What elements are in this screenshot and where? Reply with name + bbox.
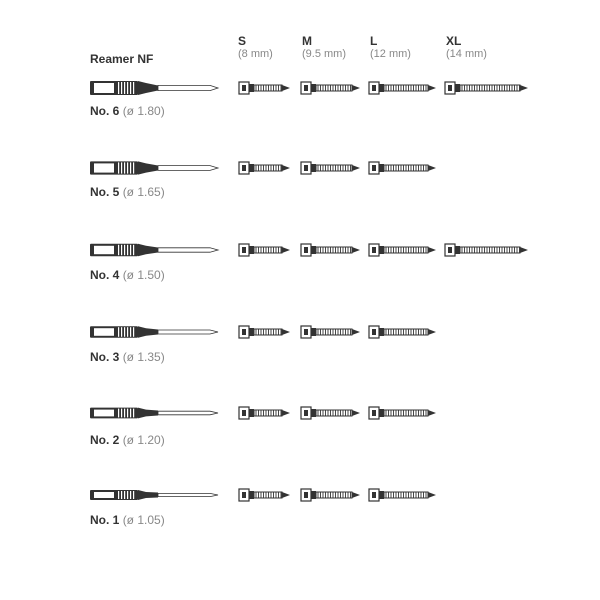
size-header-l bbox=[370, 34, 411, 60]
reamer-drawing bbox=[88, 78, 228, 98]
reamer-label-3 bbox=[90, 350, 165, 364]
drill-s-drawing bbox=[238, 160, 296, 176]
drill-xl-drawing bbox=[444, 80, 534, 96]
reamer-label-4 bbox=[90, 268, 165, 282]
drill-l-drawing bbox=[368, 242, 442, 258]
drill-s-drawing bbox=[238, 242, 296, 258]
reamer-diameter: (ø 1.05) bbox=[122, 513, 165, 527]
reamer-number: No. 6 bbox=[90, 104, 120, 118]
reamer-label-6 bbox=[90, 104, 165, 118]
reamer-diameter: (ø 1.65) bbox=[122, 185, 165, 199]
size-length: (9.5 mm) bbox=[302, 48, 346, 60]
size-label: L bbox=[370, 34, 378, 48]
size-length: (14 mm) bbox=[446, 48, 487, 60]
reamer-number: No. 3 bbox=[90, 350, 120, 364]
drill-m-drawing bbox=[300, 487, 366, 503]
reamer-diameter: (ø 1.50) bbox=[122, 268, 165, 282]
drill-l-drawing bbox=[368, 160, 442, 176]
drill-s-drawing bbox=[238, 487, 296, 503]
drill-s-drawing bbox=[238, 324, 296, 340]
page-title: Reamer NF bbox=[90, 52, 154, 66]
drill-s-drawing bbox=[238, 405, 296, 421]
drill-m-drawing bbox=[300, 242, 366, 258]
drill-m-drawing bbox=[300, 80, 366, 96]
size-length: (8 mm) bbox=[238, 48, 273, 60]
drill-m-drawing bbox=[300, 160, 366, 176]
size-label: XL bbox=[446, 34, 462, 48]
reamer-label-2 bbox=[90, 433, 165, 447]
reamer-diameter: (ø 1.35) bbox=[122, 350, 165, 364]
drill-m-drawing bbox=[300, 405, 366, 421]
drill-l-drawing bbox=[368, 80, 442, 96]
reamer-number: No. 2 bbox=[90, 433, 120, 447]
size-label: M bbox=[302, 34, 312, 48]
reamer-drawing bbox=[88, 322, 228, 342]
reamer-drawing bbox=[88, 403, 228, 423]
reamer-number: No. 4 bbox=[90, 268, 120, 282]
reamer-label-5 bbox=[90, 185, 165, 199]
reamer-label-1 bbox=[90, 513, 165, 527]
reamer-drawing bbox=[88, 158, 228, 178]
size-header-m bbox=[302, 34, 346, 60]
drill-xl-drawing bbox=[444, 242, 534, 258]
drill-l-drawing bbox=[368, 487, 442, 503]
reamer-number: No. 5 bbox=[90, 185, 120, 199]
reamer-drawing bbox=[88, 240, 228, 260]
size-header-s bbox=[238, 34, 273, 60]
drill-m-drawing bbox=[300, 324, 366, 340]
drill-l-drawing bbox=[368, 324, 442, 340]
size-label: S bbox=[238, 34, 247, 48]
size-length: (12 mm) bbox=[370, 48, 411, 60]
reamer-drawing bbox=[88, 485, 228, 505]
size-header-xl bbox=[446, 34, 487, 60]
drill-s-drawing bbox=[238, 80, 296, 96]
reamer-number: No. 1 bbox=[90, 513, 120, 527]
drill-l-drawing bbox=[368, 405, 442, 421]
reamer-diameter: (ø 1.80) bbox=[122, 104, 165, 118]
reamer-diameter: (ø 1.20) bbox=[122, 433, 165, 447]
